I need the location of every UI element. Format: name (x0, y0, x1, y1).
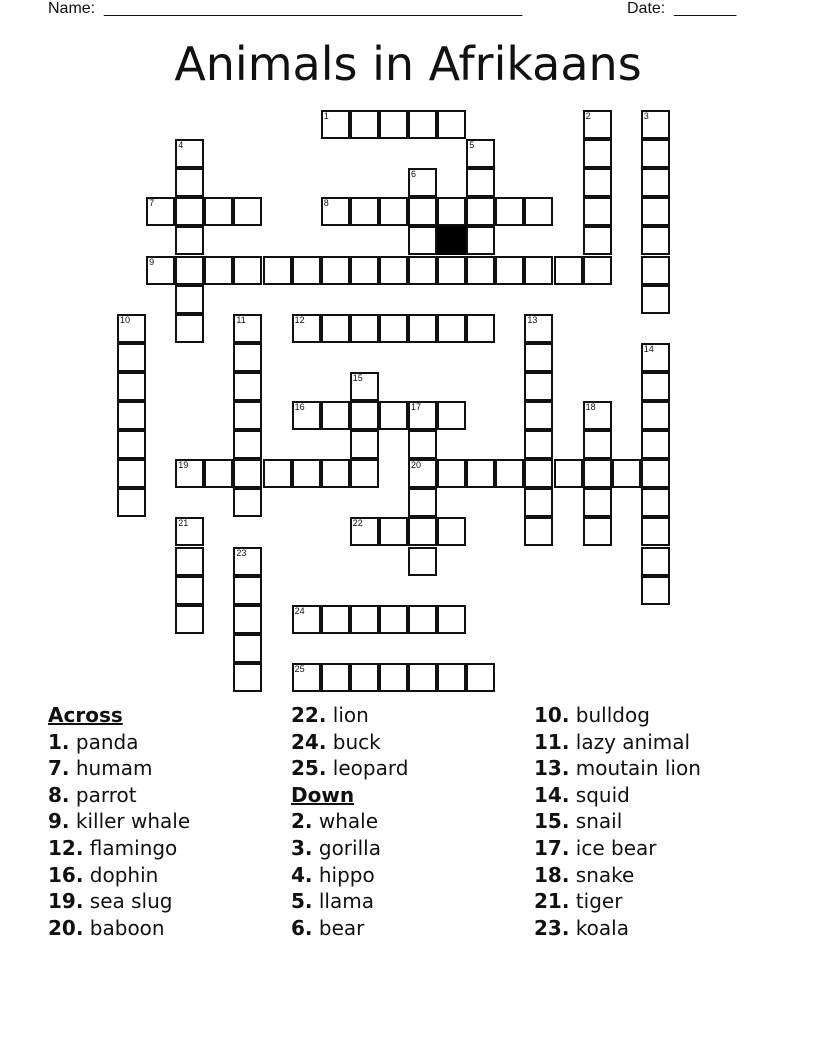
cell-number: 20 (411, 460, 422, 471)
clue-item: 12. flamingo (48, 835, 178, 860)
date-label: Date: (627, 0, 666, 17)
clue-item: 24. buck (291, 729, 381, 754)
crossword-cell[interactable] (641, 372, 670, 401)
cell-number: 10 (120, 314, 131, 325)
crossword-cell[interactable] (437, 459, 466, 488)
crossword-cell[interactable] (583, 430, 612, 459)
crossword-cell[interactable] (437, 517, 466, 546)
crossword-cell[interactable] (437, 197, 466, 226)
crossword-cell[interactable] (408, 459, 437, 488)
clue-item: 22. lion (291, 703, 369, 727)
down-heading: Down (291, 782, 355, 807)
crossword-cell[interactable] (175, 168, 204, 197)
clue-item: 8. parrot (48, 782, 137, 807)
cell-number: 15 (352, 372, 363, 383)
across-heading: Across (48, 703, 123, 727)
crossword-cell[interactable] (466, 459, 495, 488)
cell-number: 24 (294, 605, 305, 616)
crossword-cell[interactable] (583, 459, 612, 488)
crossword-cell[interactable] (408, 547, 437, 576)
crossword-cell[interactable] (233, 634, 262, 663)
crossword-cell[interactable] (379, 197, 408, 226)
crossword-cell[interactable] (437, 663, 466, 692)
crossword-cell[interactable] (292, 401, 321, 430)
crossword-cell[interactable] (117, 430, 146, 459)
crossword-cell[interactable] (175, 605, 204, 634)
crossword-cell[interactable] (495, 256, 524, 285)
crossword-cell[interactable] (437, 605, 466, 634)
page-title: Animals in Afrikaans (174, 37, 642, 91)
crossword-cell[interactable] (437, 401, 466, 430)
crossword-cell[interactable] (583, 197, 612, 226)
crossword-cell[interactable] (583, 139, 612, 168)
clues-column-1 (48, 702, 288, 941)
crossword-cell[interactable] (175, 547, 204, 576)
crossword-cell[interactable] (524, 372, 553, 401)
crossword-cell[interactable] (466, 226, 495, 255)
crossword-cell[interactable] (641, 547, 670, 576)
crossword-cell[interactable] (292, 605, 321, 634)
clue-item: 15. snail (534, 809, 623, 834)
crossword-cell[interactable] (263, 459, 292, 488)
cell-number: 16 (294, 402, 305, 412)
crossword-cell[interactable] (466, 663, 495, 692)
crossword-cell[interactable] (350, 256, 379, 285)
crossword-cell[interactable] (641, 139, 670, 168)
crossword-cell[interactable] (233, 372, 262, 401)
crossword-cell[interactable] (321, 459, 350, 488)
crossword-cell[interactable] (292, 459, 321, 488)
clue-item: 6. bear (291, 915, 365, 940)
crossword-cell[interactable] (175, 459, 204, 488)
crossword-cell[interactable] (350, 401, 379, 430)
cell-number: 9 (149, 256, 155, 267)
date-line: _______ (674, 0, 737, 17)
crossword-cell[interactable] (350, 605, 379, 634)
cell-number: 14 (643, 343, 654, 354)
cell-number: 13 (527, 314, 538, 325)
clue-item: 16. dophin (48, 862, 159, 887)
crossword-cell[interactable] (233, 605, 262, 634)
crossword-cell[interactable] (233, 547, 262, 576)
crossword-cell[interactable] (524, 488, 553, 517)
crossword-cell[interactable] (583, 226, 612, 255)
clue-item: 17. ice bear (534, 835, 657, 860)
crossword-cell[interactable] (379, 256, 408, 285)
crossword-cell[interactable] (408, 517, 437, 546)
crossword-cell[interactable] (233, 343, 262, 372)
crossword-cell[interactable] (524, 459, 553, 488)
cell-number: 25 (294, 663, 305, 674)
cell-number: 17 (411, 402, 422, 412)
crossword-cell[interactable] (466, 168, 495, 197)
crossword-cell[interactable] (146, 197, 175, 226)
clues-column-3 (534, 702, 774, 941)
clue-item: 10. bulldog (534, 703, 650, 727)
crossword-cell[interactable] (292, 663, 321, 692)
crossword-cell[interactable] (233, 256, 262, 285)
clue-item: 19. sea slug (48, 889, 173, 914)
black-cell (437, 226, 466, 255)
crossword-cell[interactable] (583, 488, 612, 517)
crossword-cell[interactable] (583, 517, 612, 546)
crossword-cell[interactable] (379, 517, 408, 546)
crossword-cell[interactable] (408, 256, 437, 285)
crossword-cell[interactable] (175, 226, 204, 255)
crossword-cell[interactable] (175, 517, 204, 546)
cell-number: 18 (585, 402, 596, 412)
cell-number: 11 (236, 314, 246, 325)
cell-number: 5 (469, 140, 475, 151)
clue-item: 23. koala (534, 915, 629, 940)
cell-number: 7 (149, 198, 155, 209)
crossword-cell[interactable] (408, 168, 437, 197)
crossword-cell[interactable] (612, 459, 641, 488)
crossword-cell[interactable] (408, 401, 437, 430)
crossword-cell[interactable] (233, 459, 262, 488)
crossword-cell[interactable] (263, 256, 292, 285)
crossword-cell[interactable] (379, 605, 408, 634)
crossword-cell[interactable] (641, 517, 670, 546)
crossword-cell[interactable] (175, 314, 204, 343)
crossword-cell[interactable] (437, 256, 466, 285)
crossword-cell[interactable] (524, 197, 553, 226)
crossword-cell[interactable] (321, 197, 350, 226)
crossword-cell[interactable] (641, 110, 670, 139)
crossword-cell[interactable] (350, 314, 379, 343)
crossword-cell[interactable] (175, 285, 204, 314)
crossword-cell[interactable] (350, 372, 379, 401)
cell-number: 6 (411, 169, 417, 180)
crossword-cell[interactable] (117, 314, 146, 343)
name-label: Name: (48, 0, 96, 17)
crossword-cell[interactable] (321, 605, 350, 634)
cell-number: 1 (323, 111, 329, 121)
crossword-cell[interactable] (641, 168, 670, 197)
clue-item: 13. moutain lion (534, 756, 701, 781)
crossword-cell[interactable] (321, 314, 350, 343)
crossword-cell[interactable] (204, 459, 233, 488)
clue-item: 2. whale (291, 809, 379, 834)
crossword-cell[interactable] (233, 430, 262, 459)
crossword-cell[interactable] (437, 110, 466, 139)
cell-number: 21 (178, 518, 189, 529)
crossword-cell[interactable] (350, 430, 379, 459)
crossword-cell[interactable] (524, 314, 553, 343)
crossword-cell[interactable] (379, 663, 408, 692)
crossword-cell[interactable] (204, 256, 233, 285)
crossword-cell[interactable] (641, 285, 670, 314)
crossword-cell[interactable] (408, 605, 437, 634)
crossword-cell[interactable] (146, 256, 175, 285)
crossword-cell[interactable] (408, 110, 437, 139)
crossword-cell[interactable] (321, 256, 350, 285)
crossword-cell[interactable] (321, 110, 350, 139)
crossword-cell[interactable] (524, 343, 553, 372)
crossword-cell[interactable] (350, 197, 379, 226)
clue-item: 5. llama (291, 889, 374, 914)
clue-item: 20. baboon (48, 915, 165, 940)
crossword-cell[interactable] (524, 517, 553, 546)
crossword-cell[interactable] (350, 517, 379, 546)
crossword-cell[interactable] (379, 110, 408, 139)
crossword-cell[interactable] (117, 488, 146, 517)
crossword-cell[interactable] (583, 256, 612, 285)
clue-item: 25. leopard (291, 756, 409, 781)
crossword-cell[interactable] (204, 197, 233, 226)
crossword-cell[interactable] (408, 314, 437, 343)
crossword-cell[interactable] (641, 488, 670, 517)
name-line: _______________________________________________ (104, 0, 523, 17)
crossword-cell[interactable] (321, 663, 350, 692)
clue-item: 9. killer whale (48, 809, 191, 834)
crossword-cell[interactable] (350, 110, 379, 139)
crossword-cell[interactable] (641, 256, 670, 285)
crossword-cell[interactable] (233, 197, 262, 226)
crossword-cell[interactable] (175, 576, 204, 605)
crossword-cell[interactable] (466, 314, 495, 343)
cell-number: 23 (236, 547, 247, 558)
crossword-cell[interactable] (117, 343, 146, 372)
crossword-cell[interactable] (437, 314, 466, 343)
crossword-cell[interactable] (641, 343, 670, 372)
crossword-cell[interactable] (408, 197, 437, 226)
cell-number: 3 (643, 111, 649, 121)
crossword-cell[interactable] (117, 372, 146, 401)
clue-item: 4. hippo (291, 862, 375, 887)
crossword-cell[interactable] (117, 459, 146, 488)
crossword-cell[interactable] (233, 576, 262, 605)
crossword-cell[interactable] (641, 459, 670, 488)
crossword-cell[interactable] (524, 430, 553, 459)
crossword-cell[interactable] (466, 197, 495, 226)
crossword-cell[interactable] (554, 459, 583, 488)
cell-number: 19 (178, 460, 189, 471)
clue-item: 3. gorilla (291, 835, 381, 860)
cell-number: 2 (585, 111, 591, 121)
clue-item: 18. snake (534, 862, 635, 887)
crossword-cell[interactable] (554, 256, 583, 285)
crossword-cell[interactable] (379, 401, 408, 430)
crossword-cell[interactable] (233, 314, 262, 343)
crossword-cell[interactable] (495, 459, 524, 488)
crossword-cell[interactable] (233, 488, 262, 517)
crossword-cell[interactable] (233, 401, 262, 430)
crossword-cell[interactable] (350, 663, 379, 692)
crossword-cell[interactable] (583, 401, 612, 430)
crossword-cell[interactable] (641, 197, 670, 226)
crossword-cell[interactable] (321, 401, 350, 430)
crossword-cell[interactable] (408, 430, 437, 459)
crossword-cell[interactable] (379, 314, 408, 343)
crossword-cell[interactable] (233, 663, 262, 692)
clue-item: 14. squid (534, 782, 630, 807)
cell-number: 22 (352, 518, 363, 529)
crossword-cell[interactable] (292, 314, 321, 343)
cell-number: 4 (178, 140, 184, 151)
cell-number: 8 (323, 198, 329, 209)
crossword-cell[interactable] (408, 663, 437, 692)
crossword-cell[interactable] (466, 256, 495, 285)
clue-item: 11. lazy animal (534, 729, 691, 754)
crossword-cell[interactable] (641, 576, 670, 605)
clue-item: 21. tiger (534, 889, 623, 914)
crossword-cell[interactable] (175, 197, 204, 226)
crossword-cell[interactable] (641, 430, 670, 459)
crossword-cell[interactable] (583, 110, 612, 139)
crossword-cell[interactable] (175, 139, 204, 168)
crossword-cell[interactable] (408, 488, 437, 517)
crossword-cell[interactable] (583, 168, 612, 197)
cell-number: 12 (294, 314, 305, 325)
crossword-cell[interactable] (408, 226, 437, 255)
crossword-cell[interactable] (466, 139, 495, 168)
crossword-cell[interactable] (350, 459, 379, 488)
crossword-cell[interactable] (524, 256, 553, 285)
clues-column-2 (291, 702, 531, 941)
clue-item: 7. humam (48, 756, 153, 781)
crossword-cell[interactable] (495, 197, 524, 226)
crossword-cell[interactable] (175, 256, 204, 285)
crossword-cell[interactable] (524, 401, 553, 430)
clue-item: 1. panda (48, 729, 139, 754)
crossword-cell[interactable] (641, 226, 670, 255)
crossword-cell[interactable] (292, 256, 321, 285)
crossword-cell[interactable] (641, 401, 670, 430)
crossword-cell[interactable] (117, 401, 146, 430)
